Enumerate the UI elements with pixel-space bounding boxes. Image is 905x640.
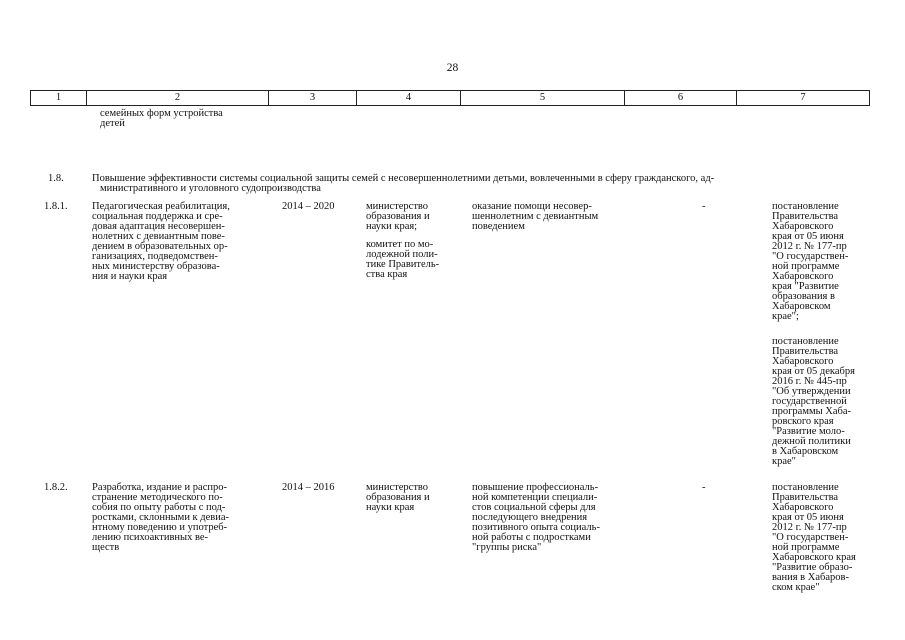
column-6-value: -	[702, 482, 706, 493]
row-number: 1.8.1.	[44, 201, 68, 212]
period: 2014 – 2020	[282, 201, 335, 212]
column-header-4: 4	[357, 91, 461, 106]
legal-basis: постановление Правительства Хабаровского края от 05 июня 2012 г. № 177-пр "О государствен- ной программе Хабаровского края "Развитие образования в Хабаровском крае";	[772, 201, 849, 322]
column-header-table	[30, 90, 870, 106]
carry-over-text: семейных форм устройства детей	[100, 108, 223, 129]
executor: комитет по мо- лодежной поли- тике Правитель- ства края	[366, 239, 440, 280]
section-number: 1.8.	[48, 173, 64, 184]
page-number: 28	[446, 62, 459, 74]
expected-result: повышение профессиональ- ной компетенции специали- стов социальной сферы для последующего внедрения позитивного опыта социаль- ной работы с подростками "группы риска"	[472, 482, 600, 553]
executor: министерство образования и науки края;	[366, 201, 430, 232]
executor: министерство образования и науки края	[366, 482, 430, 513]
measure-name: Разработка, издание и распро- странение методического по- собия по опыту работы с под- ростками, склонными к девиа- нтному поведению и употреб- лению психоактивных ве- ществ	[92, 482, 230, 553]
column-header-7: 7	[737, 91, 870, 106]
expected-result: оказание помощи несовер- шеннолетним с девиантным поведением	[472, 201, 599, 232]
measure-name: Педагогическая реабилитация, социальная поддержка и сре- довая адаптация несовершен- нолетних с девиантным пове- дением в образовательных ор- ганизациях, подведомствен- ных министерству образова- ния и науки края	[92, 201, 230, 282]
row-number: 1.8.2.	[44, 482, 68, 493]
column-header-5: 5	[461, 91, 625, 106]
column-header-3: 3	[269, 91, 357, 106]
column-header-2: 2	[87, 91, 269, 106]
column-header-1: 1	[31, 91, 87, 106]
legal-basis: постановление Правительства Хабаровского края от 05 декабря 2016 г. № 445-пр "Об утверждении государственной программы Хаба- ровского края "Развитие моло- дежной политики в Хабаровском крае"	[772, 336, 855, 467]
section-title-line2: министративного и уголовного судопроизводства	[100, 183, 321, 194]
column-6-value: -	[702, 201, 706, 212]
column-header-6: 6	[625, 91, 737, 106]
period: 2014 – 2016	[282, 482, 335, 493]
legal-basis: постановление Правительства Хабаровского края от 05 июня 2012 г. № 177-пр "О государствен- ной программе Хабаровского края "Развитие образо- вания в Хабаров- ском крае"	[772, 482, 856, 593]
section-title-line1: Повышение эффективности системы социальной защиты семей с несовершеннолетними детьми, вовлеченными в сферу гражданского, ад-	[92, 173, 715, 184]
